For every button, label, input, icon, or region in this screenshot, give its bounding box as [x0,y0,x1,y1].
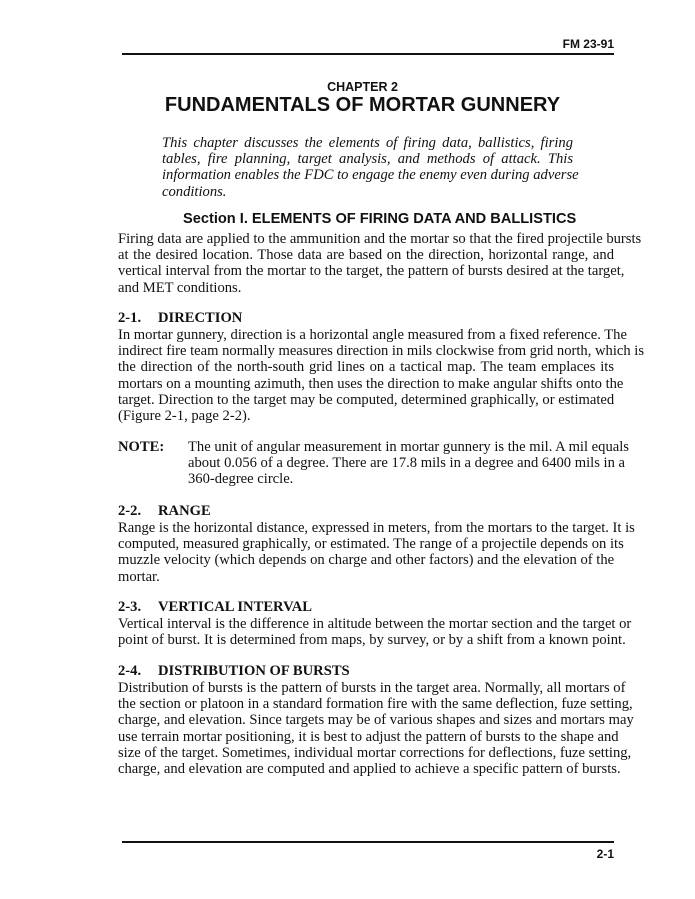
text-line: In mortar gunnery, direction is a horizontal angle measured from a fixed reference. The [118,327,627,343]
paragraph-number: 2-3. [118,599,142,615]
text-line: use terrain mortar positioning, it is best to adjust the pattern of bursts to the shape and [118,728,619,745]
text-line: the section or platoon in a standard formation fire with the same deflection, fuze setting, [118,696,633,713]
text-line: 360-degree circle. [188,471,294,488]
paragraph-body [118,520,635,585]
text-line: muzzle velocity (which depends on charge and other factors) and the elevation of the [118,552,615,569]
text-line: computed, measured graphically, or estimated. The range of a projectile depends on its [118,536,624,553]
text-line: (Figure 2-1, page 2-2). [118,408,251,425]
text-line: This chapter discusses the elements of firing data, ballistics, firing [162,135,573,151]
paragraph-heading [118,310,242,326]
chapter-label: CHAPTER 2 [327,80,398,94]
note-body [188,439,629,488]
text-line: Vertical interval is the difference in altitude between the mortar section and the target or [118,616,632,632]
section-body [118,231,642,296]
text-line: about 0.056 of a degree. There are 17.8 mils in a degree and 6400 mils in a [188,455,626,472]
paragraph-body [118,327,645,425]
text-line: Firing data are applied to the ammunition and the mortar so that the fired projectile bursts [118,231,642,247]
text-line: mortar. [118,568,160,585]
paragraph-number: 2-4. [118,663,142,679]
text-line: information enables the FDC to engage the enemy even during adverse [162,167,579,184]
paragraph-title: VERTICAL INTERVAL [158,599,313,615]
text-line: charge, and elevation are computed and applied to achieve a specific pattern of bursts. [118,761,621,778]
paragraph-heading [118,663,350,679]
text-line: The unit of angular measurement in mortar gunnery is the mil. A mil equals [188,439,629,455]
text-line: vertical interval from the mortar to the target, the pattern of bursts desired at the target, [118,263,625,280]
text-line: indirect fire team normally measures direction in mils clockwise from grid north, which is [118,343,645,360]
text-line: size of the target. Sometimes, individual mortar corrections for deflections, fuze setting, [118,744,632,761]
text-line: charge, and elevation. Since targets may be of various shapes and sizes and mortars may [118,712,634,729]
paragraph-title: DIRECTION [158,310,243,326]
text-line: tables, fire planning, target analysis, and methods of attack. This [162,151,573,168]
paragraph-body [118,616,632,649]
section-title: Section I. ELEMENTS OF FIRING DATA AND BALLISTICS [183,211,577,227]
header-rule [122,53,614,55]
note-label: NOTE: [118,439,165,455]
text-line: and MET conditions. [118,279,242,296]
paragraph-title: DISTRIBUTION OF BURSTS [158,663,350,679]
text-line: target. Direction to the target may be computed, determined graphically, or estimated [118,391,615,408]
paragraph-heading [118,503,211,519]
page-number: 2-1 [596,847,614,861]
text-line: point of burst. It is determined from maps, by survey, or by a shift from a known point. [118,632,626,649]
paragraph-number: 2-2. [118,503,142,519]
text-line: Range is the horizontal distance, expressed in meters, from the mortars to the target. It is [118,520,635,536]
text-line: conditions. [162,183,227,200]
paragraph-heading [118,599,312,615]
text-line: at the desired location. Those data are based on the direction, horizontal range, and [118,247,614,264]
document-id: FM 23-91 [562,37,614,51]
paragraph-body [118,680,634,778]
chapter-intro [162,135,579,200]
text-line: the direction of the north-south grid lines on a tactical map. The team emplaces its [118,359,614,376]
footer-rule [122,841,614,843]
paragraph-title: RANGE [158,503,211,519]
text-line: Distribution of bursts is the pattern of bursts in the target area. Normally, all mortars of [118,680,626,696]
chapter-title: FUNDAMENTALS OF MORTAR GUNNERY [164,94,561,116]
paragraph-number: 2-1. [118,310,142,326]
text-line: mortars on a mounting azimuth, then uses the direction to make angular shifts onto the [118,375,624,392]
